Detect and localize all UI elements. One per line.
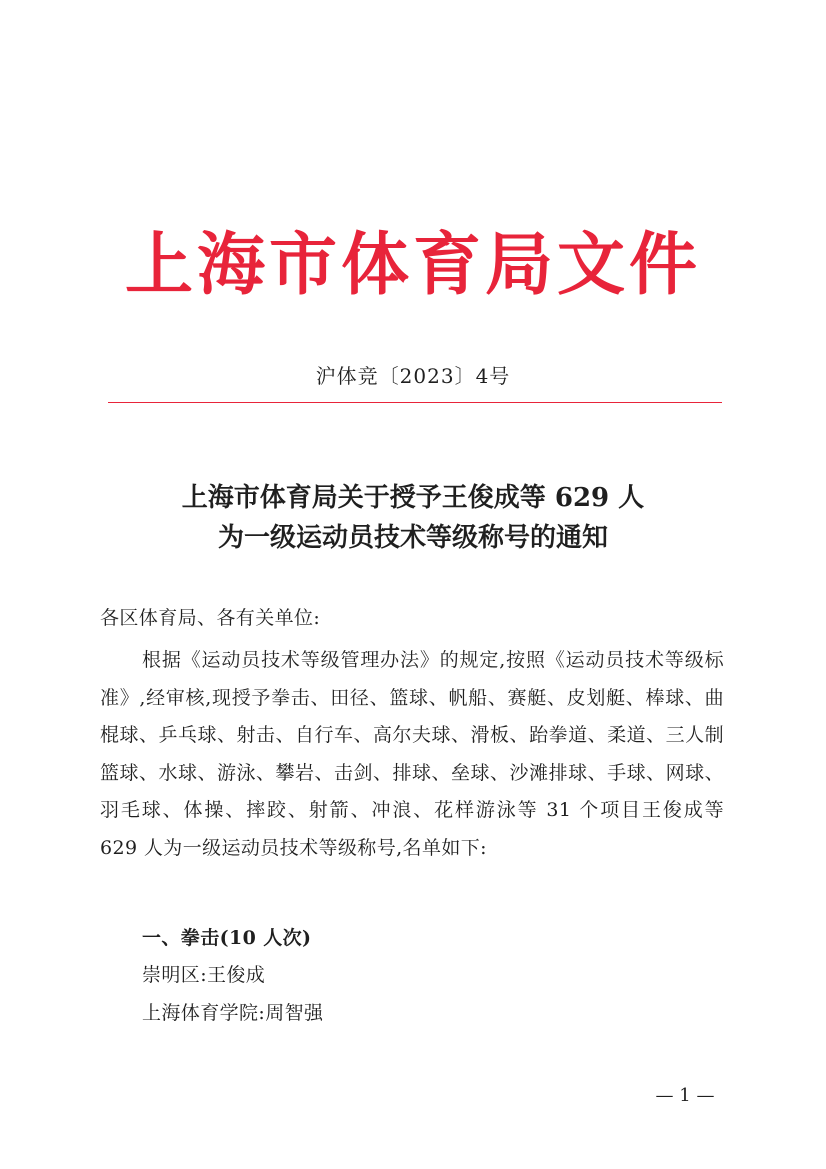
section-heading: 一、拳击(10 人次): [142, 927, 312, 949]
doc-number: 沪体竞〔2023〕4号: [315, 364, 511, 388]
title-line-1: 上海市体育局关于授予王俊成等 629 人: [181, 483, 645, 513]
salutation: 各区体育局、各有关单位:: [100, 607, 321, 629]
red-divider: [108, 402, 722, 403]
title-line-2: 为一级运动员技术等级称号的通知: [217, 523, 608, 553]
document-title: [60, 478, 766, 558]
page-number: — 1 —: [655, 1085, 715, 1106]
masthead: 上海市体育局文件: [124, 225, 701, 305]
list-item: 上海体育学院:周智强: [142, 1002, 324, 1024]
list-item: 崇明区:王俊成: [142, 964, 266, 986]
body-paragraph: 根据《运动员技术等级管理办法》的规定,按照《运动员技术等级标准》,经审核,现授予拳击、田径、篮球、帆船、赛艇、皮划艇、棒球、曲棍球、乒乓球、射击、自行车、高尔夫球、滑板、跆拳道、柔道、三人制篮球、水球、游泳、攀岩、击剑、排球、垒球、沙滩排球、手球、网球、羽毛球、体操、摔跤、射箭、冲浪、花样游泳等 31 个项目王俊成等 629 人为一级运动员技术等级称号,名单如下:: [100, 649, 724, 859]
